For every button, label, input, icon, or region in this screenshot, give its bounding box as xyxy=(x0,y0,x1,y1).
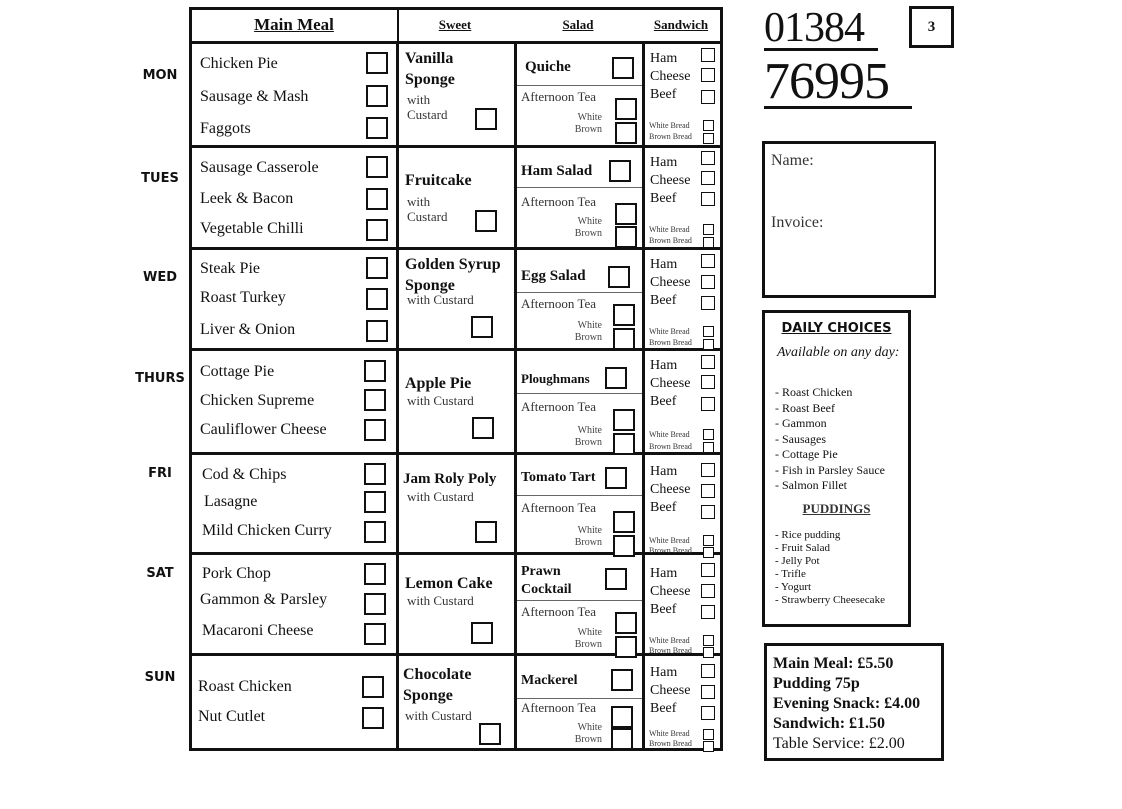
bread-checkbox[interactable] xyxy=(615,226,637,248)
sandwich-filling: Ham xyxy=(650,665,678,680)
sandwich-filling: Beef xyxy=(650,394,677,409)
meal-checkbox[interactable] xyxy=(362,707,384,729)
sandwich-brown-bread-label: Brown Bread xyxy=(649,338,692,347)
afternoon-tea-checkbox[interactable] xyxy=(615,203,637,225)
sweet-title: Vanilla Sponge xyxy=(405,50,455,88)
meal-option: Macaroni Cheese xyxy=(202,622,314,639)
meal-checkbox[interactable] xyxy=(364,463,386,485)
sandwich-filling: Ham xyxy=(650,257,678,272)
sandwich-filling: Cheese xyxy=(650,482,691,497)
salad-title: Prawn Cocktail xyxy=(521,564,572,597)
meal-checkbox[interactable] xyxy=(364,360,386,382)
phone-underline-1 xyxy=(764,48,878,51)
sweet-title: Fruitcake xyxy=(405,172,472,189)
sandwich-checkbox[interactable] xyxy=(701,254,715,268)
meal-option: Nut Cutlet xyxy=(198,708,266,725)
list-item: - Fruit Salad xyxy=(775,542,830,554)
meal-option: Faggots xyxy=(200,120,251,137)
list-item: - Roast Chicken xyxy=(775,385,853,399)
phone-line-2: 76995 xyxy=(764,53,889,110)
bread-checkbox[interactable] xyxy=(615,122,637,144)
salad-cell xyxy=(517,555,645,653)
salad-divider xyxy=(517,698,642,699)
meal-option: Cauliflower Cheese xyxy=(200,421,327,438)
page-number: 3 xyxy=(909,6,954,48)
brown-bread-label: Brown xyxy=(574,639,602,650)
list-item: - Cottage Pie xyxy=(775,447,838,461)
sandwich-cell xyxy=(645,656,720,748)
white-bread-label: White xyxy=(577,722,602,733)
bread-checkbox[interactable] xyxy=(613,328,635,350)
list-item: - Gammon xyxy=(775,416,827,430)
meal-option: Leek & Bacon xyxy=(200,190,294,207)
main-meal-cell xyxy=(192,455,399,552)
meal-option: Chicken Pie xyxy=(200,55,278,72)
afternoon-tea-label: Afternoon Tea xyxy=(521,399,597,414)
afternoon-tea-checkbox[interactable] xyxy=(611,706,633,728)
salad-checkbox[interactable] xyxy=(605,467,627,489)
afternoon-tea-checkbox[interactable] xyxy=(615,612,637,634)
meal-checkbox[interactable] xyxy=(366,85,388,107)
sandwich-filling: Ham xyxy=(650,566,678,581)
list-item: - Fish in Parsley Sauce xyxy=(775,462,885,477)
header-salad: Salad xyxy=(562,17,594,32)
sandwich-checkbox[interactable] xyxy=(701,605,715,619)
sandwich-filling: Beef xyxy=(650,191,677,206)
main-meal-cell xyxy=(192,351,399,452)
salad-title: Mackerel xyxy=(521,673,578,688)
brown-bread-label: Brown xyxy=(574,734,602,745)
sweet-title: Golden Syrup Sponge xyxy=(405,256,501,294)
salad-divider xyxy=(517,393,642,394)
sandwich-white-bread-label: White Bread xyxy=(649,636,690,645)
meal-checkbox[interactable] xyxy=(362,676,384,698)
sandwich-checkbox[interactable] xyxy=(701,275,715,289)
sandwich-cell xyxy=(645,351,720,452)
sweet-cell xyxy=(399,656,517,748)
sandwich-white-bread-label: White Bread xyxy=(649,536,690,545)
list-item: - Roast Beef xyxy=(775,400,835,415)
sandwich-bread-checkbox[interactable] xyxy=(703,535,714,546)
day-label-fri: FRI xyxy=(148,466,172,481)
daily-choices-note: Available on any day: xyxy=(777,345,900,360)
sweet-subtitle: with Custard xyxy=(407,393,474,408)
meal-checkbox[interactable] xyxy=(366,52,388,74)
list-item: - Strawberry Cheesecake xyxy=(775,594,885,606)
sandwich-cell xyxy=(645,44,720,145)
white-bread-label: White xyxy=(577,320,602,331)
sandwich-white-bread-label: White Bread xyxy=(649,225,690,234)
sandwich-checkbox[interactable] xyxy=(701,192,715,206)
sandwich-checkbox[interactable] xyxy=(701,484,715,498)
sandwich-cell xyxy=(645,148,720,247)
sandwich-filling: Cheese xyxy=(650,69,691,84)
sweet-cell xyxy=(399,250,517,348)
header-sandwich: Sandwich xyxy=(653,17,709,32)
sandwich-filling: Cheese xyxy=(650,173,691,188)
main-meal-cell xyxy=(192,656,399,748)
sandwich-bread-checkbox[interactable] xyxy=(703,729,714,740)
sweet-checkbox[interactable] xyxy=(471,622,493,644)
sandwich-checkbox[interactable] xyxy=(701,151,715,165)
afternoon-tea-checkbox[interactable] xyxy=(613,511,635,533)
sandwich-brown-bread-label: Brown Bread xyxy=(649,442,692,451)
sandwich-bread-checkbox[interactable] xyxy=(703,224,714,235)
sandwich-filling: Cheese xyxy=(650,584,691,599)
afternoon-tea-label: Afternoon Tea xyxy=(521,194,597,209)
sweet-cell xyxy=(399,555,517,653)
price-pudding: Pudding 75p xyxy=(773,675,860,692)
meal-option: Mild Chicken Curry xyxy=(202,522,332,539)
sandwich-checkbox[interactable] xyxy=(701,706,715,720)
sandwich-filling: Cheese xyxy=(650,376,691,391)
sandwich-filling: Beef xyxy=(650,500,677,515)
sandwich-bread-checkbox[interactable] xyxy=(703,237,714,248)
sandwich-bread-checkbox[interactable] xyxy=(703,442,714,453)
day-row-fri xyxy=(192,455,720,555)
sandwich-checkbox[interactable] xyxy=(701,685,715,699)
sweet-checkbox[interactable] xyxy=(475,108,497,130)
bread-checkbox[interactable] xyxy=(613,535,635,557)
meal-option: Sausage & Mash xyxy=(200,88,309,105)
meal-checkbox[interactable] xyxy=(366,117,388,139)
sweet-title: Chocolate Sponge xyxy=(403,666,472,704)
sweet-title: Lemon Cake xyxy=(405,575,493,592)
header-col-sep-1 xyxy=(192,10,399,43)
meal-checkbox[interactable] xyxy=(366,257,388,279)
day-label-sun: SUN xyxy=(144,670,176,685)
sweet-cell xyxy=(399,455,517,552)
invoice-label: Invoice: xyxy=(771,214,824,231)
white-bread-label: White xyxy=(577,112,602,123)
meal-option: Steak Pie xyxy=(200,260,260,277)
bread-checkbox[interactable] xyxy=(613,433,635,455)
sandwich-brown-bread-label: Brown Bread xyxy=(649,132,692,141)
list-item: - Jelly Pot xyxy=(775,555,820,567)
sandwich-bread-checkbox[interactable] xyxy=(703,741,714,752)
afternoon-tea-label: Afternoon Tea xyxy=(521,500,597,515)
sandwich-cell xyxy=(645,555,720,653)
day-row-sat xyxy=(192,555,720,656)
salad-checkbox[interactable] xyxy=(605,568,627,590)
sandwich-checkbox[interactable] xyxy=(701,505,715,519)
salad-checkbox[interactable] xyxy=(611,669,633,691)
sandwich-checkbox[interactable] xyxy=(701,90,715,104)
brown-bread-label: Brown xyxy=(574,537,602,548)
price-evening-snack: Evening Snack: £4.00 xyxy=(773,695,921,712)
sandwich-filling: Ham xyxy=(650,51,678,66)
sandwich-checkbox[interactable] xyxy=(701,463,715,477)
day-row-sun xyxy=(192,656,720,748)
meal-option: Cod & Chips xyxy=(202,466,287,483)
sandwich-bread-checkbox[interactable] xyxy=(703,429,714,440)
meal-checkbox[interactable] xyxy=(366,188,388,210)
afternoon-tea-checkbox[interactable] xyxy=(615,98,637,120)
meal-option: Lasagne xyxy=(204,493,258,510)
sandwich-filling: Beef xyxy=(650,602,677,617)
sandwich-bread-checkbox[interactable] xyxy=(703,635,714,646)
daily-choices-box xyxy=(762,310,911,627)
brown-bread-label: Brown xyxy=(574,228,602,239)
sandwich-filling: Ham xyxy=(650,358,678,373)
sandwich-checkbox[interactable] xyxy=(701,355,715,369)
brown-bread-label: Brown xyxy=(574,437,602,448)
meal-option: Liver & Onion xyxy=(200,321,296,338)
sandwich-white-bread-label: White Bread xyxy=(649,327,690,336)
salad-checkbox[interactable] xyxy=(609,160,631,182)
salad-checkbox[interactable] xyxy=(612,57,634,79)
day-row-mon xyxy=(192,44,720,148)
salad-title: Ham Salad xyxy=(521,163,593,179)
salad-title: Tomato Tart xyxy=(521,470,596,485)
sweet-subtitle: with Custard xyxy=(407,292,474,307)
meal-checkbox[interactable] xyxy=(364,593,386,615)
meal-option: Cottage Pie xyxy=(200,363,275,380)
salad-title: Quiche xyxy=(525,59,571,75)
sandwich-checkbox[interactable] xyxy=(701,68,715,82)
meal-checkbox[interactable] xyxy=(364,521,386,543)
meal-checkbox[interactable] xyxy=(366,288,388,310)
salad-divider xyxy=(517,600,642,601)
meal-checkbox[interactable] xyxy=(364,419,386,441)
sandwich-checkbox[interactable] xyxy=(701,375,715,389)
sandwich-white-bread-label: White Bread xyxy=(649,430,690,439)
sandwich-checkbox[interactable] xyxy=(701,171,715,185)
list-item: - Sausages xyxy=(775,431,826,446)
price-table-service: Table Service: £2.00 xyxy=(773,735,905,752)
header-main-meal: Main Meal xyxy=(254,15,334,34)
sandwich-filling: Ham xyxy=(650,464,678,479)
afternoon-tea-label: Afternoon Tea xyxy=(521,89,597,104)
meal-checkbox[interactable] xyxy=(364,623,386,645)
salad-checkbox[interactable] xyxy=(605,367,627,389)
price-main-meal: Main Meal: £5.50 xyxy=(773,655,894,672)
header-col-sep-2 xyxy=(399,10,517,43)
brown-bread-label: Brown xyxy=(574,332,602,343)
main-meal-cell xyxy=(192,250,399,348)
price-list xyxy=(764,643,944,761)
bread-checkbox[interactable] xyxy=(611,728,633,750)
salad-checkbox[interactable] xyxy=(608,266,630,288)
meal-checkbox[interactable] xyxy=(364,389,386,411)
sweet-checkbox[interactable] xyxy=(475,521,497,543)
sandwich-cell xyxy=(645,250,720,348)
daily-choices-title: DAILY CHOICES xyxy=(781,321,892,336)
afternoon-tea-checkbox[interactable] xyxy=(613,409,635,431)
day-row-tues xyxy=(192,148,720,250)
white-bread-label: White xyxy=(577,216,602,227)
main-meal-cell xyxy=(192,555,399,653)
sweet-checkbox[interactable] xyxy=(475,210,497,232)
sandwich-checkbox[interactable] xyxy=(701,296,715,310)
menu-grid xyxy=(189,7,723,751)
list-item: - Yogurt xyxy=(775,581,812,593)
sandwich-checkbox[interactable] xyxy=(701,584,715,598)
salad-cell xyxy=(517,656,645,748)
daily-choices-list xyxy=(775,385,885,494)
main-meal-cell xyxy=(192,148,399,247)
meal-option: Sausage Casserole xyxy=(200,159,319,176)
day-label-wed: WED xyxy=(142,270,177,285)
sandwich-bread-checkbox[interactable] xyxy=(703,120,714,131)
sandwich-filling: Beef xyxy=(650,701,677,716)
sweet-subtitle: with Custard xyxy=(407,92,448,122)
afternoon-tea-label: Afternoon Tea xyxy=(521,604,597,619)
sweet-title: Jam Roly Poly xyxy=(403,471,497,487)
sweet-cell xyxy=(399,44,517,145)
day-row-thurs xyxy=(192,351,720,455)
name-invoice-box xyxy=(762,141,936,298)
sweet-subtitle: with Custard xyxy=(407,194,448,224)
salad-cell xyxy=(517,455,645,552)
salad-cell xyxy=(517,250,645,348)
salad-divider xyxy=(517,85,642,86)
sweet-subtitle: with Custard xyxy=(407,489,474,504)
main-meal-cell xyxy=(192,44,399,145)
meal-option: Gammon & Parsley xyxy=(200,591,328,608)
day-label-mon: MON xyxy=(142,68,178,83)
salad-divider xyxy=(517,187,642,188)
salad-title: Egg Salad xyxy=(521,268,586,284)
sweet-subtitle: with Custard xyxy=(407,593,474,608)
afternoon-tea-checkbox[interactable] xyxy=(613,304,635,326)
sandwich-checkbox[interactable] xyxy=(701,664,715,678)
sandwich-filling: Ham xyxy=(650,155,678,170)
sweet-checkbox[interactable] xyxy=(479,723,501,745)
list-item: - Trifle xyxy=(775,568,806,580)
puddings-title: PUDDINGS xyxy=(802,501,871,516)
sweet-checkbox[interactable] xyxy=(471,316,493,338)
phone-underline-2 xyxy=(764,106,912,109)
sandwich-white-bread-label: White Bread xyxy=(649,121,690,130)
salad-cell xyxy=(517,44,645,145)
white-bread-label: White xyxy=(577,627,602,638)
salad-cell xyxy=(517,351,645,452)
sandwich-bread-checkbox[interactable] xyxy=(703,133,714,144)
meal-checkbox[interactable] xyxy=(364,563,386,585)
sandwich-brown-bread-label: Brown Bread xyxy=(649,739,692,748)
day-label-sat: SAT xyxy=(146,566,174,581)
salad-cell xyxy=(517,148,645,247)
sandwich-filling: Beef xyxy=(650,293,677,308)
sandwich-filling: Cheese xyxy=(650,683,691,698)
list-item: - Salmon Fillet xyxy=(775,478,847,492)
sweet-cell xyxy=(399,148,517,247)
sandwich-bread-checkbox[interactable] xyxy=(703,326,714,337)
sandwich-checkbox[interactable] xyxy=(701,397,715,411)
sandwich-filling: Cheese xyxy=(650,275,691,290)
brown-bread-label: Brown xyxy=(574,124,602,135)
list-item: - Rice pudding xyxy=(775,529,841,541)
day-label-tues: TUES xyxy=(141,171,179,186)
meal-checkbox[interactable] xyxy=(366,320,388,342)
salad-divider xyxy=(517,292,642,293)
meal-option: Pork Chop xyxy=(202,565,271,582)
sweet-checkbox[interactable] xyxy=(472,417,494,439)
afternoon-tea-label: Afternoon Tea xyxy=(521,700,597,715)
price-sandwich: Sandwich: £1.50 xyxy=(773,715,886,732)
sweet-title: Apple Pie xyxy=(405,375,472,392)
white-bread-label: White xyxy=(577,425,602,436)
meal-checkbox[interactable] xyxy=(364,491,386,513)
bread-checkbox[interactable] xyxy=(615,636,637,658)
sandwich-checkbox[interactable] xyxy=(701,48,715,62)
white-bread-label: White xyxy=(577,525,602,536)
sandwich-checkbox[interactable] xyxy=(701,563,715,577)
meal-option: Vegetable Chilli xyxy=(200,220,304,237)
day-row-wed xyxy=(192,250,720,351)
header-sweet: Sweet xyxy=(438,17,472,32)
name-label: Name: xyxy=(771,152,814,169)
phone-line-1: 01384 xyxy=(764,5,864,51)
sandwich-brown-bread-label: Brown Bread xyxy=(649,236,692,245)
meal-option: Chicken Supreme xyxy=(200,392,315,409)
salad-divider xyxy=(517,495,642,496)
meal-checkbox[interactable] xyxy=(366,156,388,178)
sandwich-brown-bread-label: Brown Bread xyxy=(649,646,692,655)
meal-option: Roast Chicken xyxy=(198,678,292,695)
sandwich-filling: Beef xyxy=(650,87,677,102)
salad-title: Ploughmans xyxy=(521,371,590,386)
sweet-cell xyxy=(399,351,517,452)
puddings-list xyxy=(775,529,885,607)
afternoon-tea-label: Afternoon Tea xyxy=(521,296,597,311)
sandwich-brown-bread-label: Brown Bread xyxy=(649,546,692,555)
day-label-thurs: THURS xyxy=(135,371,185,386)
meal-option: Roast Turkey xyxy=(200,289,286,306)
sweet-subtitle: with Custard xyxy=(405,708,472,723)
sandwich-bread-checkbox[interactable] xyxy=(703,339,714,350)
meal-checkbox[interactable] xyxy=(366,219,388,241)
sandwich-cell xyxy=(645,455,720,555)
sandwich-white-bread-label: White Bread xyxy=(649,729,690,738)
